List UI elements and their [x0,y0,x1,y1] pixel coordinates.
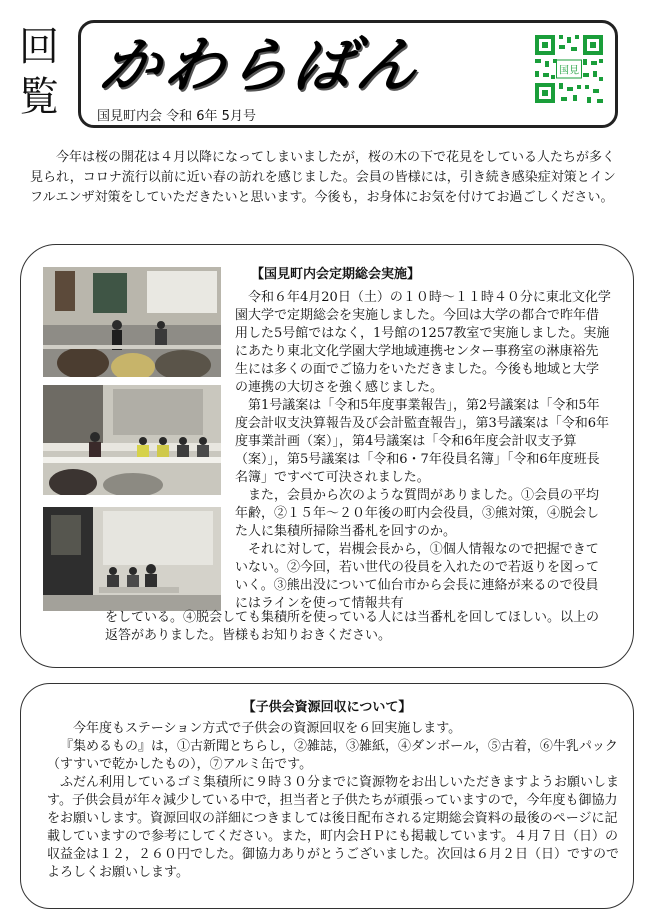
qr-code-icon [533,33,605,105]
meeting-paragraph-2: 第1号議案は「令和5年度事業報告」，第2号議案は「令和5年度会計収支決算報告及び会計監査報告」，第3号議案は「令和6年度事業計画（案）」，第4号議案は「令和6年度会計収支予算（案）」，第5号議案は「令和6・7年役員名簿」「令和6年度班長名簿」ですべて可決されました。 [235,398,610,485]
qr-label: 国見 [556,60,582,79]
meeting-photo-3 [43,507,221,611]
issue-line: 国見町内会 令和 6年 5月号 [97,109,256,124]
recycling-paragraph-3: ふだん利用しているゴミ集積所に９時３０分までに資源物をお出しいただきますようお願いします。子供会員が年々減少している中で，担当者と子供たちが頑張っていますので，今年度も御協力をお願いします。資源回収の詳細につきましては後日配布される定期総会資料の最後のページに記載していますので参考にしてください。また，町内会ＨＰにも掲載しています。４月７日（日）の収益金は１２，２６０円でした。御協力ありがとうございました。次回は６月２日（日）ですのでよろしくお願いします。 [47,775,620,880]
newsletter-title: かわらばん [94,31,428,101]
circulation-char-1: 回 [19,24,59,70]
meeting-photo-1 [43,267,221,377]
recycling-section [20,683,634,909]
masthead [78,20,618,128]
recycling-paragraph-2: 『集めるもの』は，①古新聞とちらし，②雑誌，③雑紙，④ダンボール，⑤古着，⑥牛乳パック（すすいで乾かしたもの），⑦アルミ缶です。 [47,739,618,772]
recycling-body [47,720,623,882]
general-meeting-heading: 【国見町内会定期総会実施】 [251,267,421,282]
general-meeting-body [235,289,611,613]
meeting-paragraph-4: それに対して，岩槻会長から，①個人情報なので把握できていない。②今回，若い世代の役員を入れたので若返りを図っていく。③熊出没について仙台市から会長に連絡が来るので役員にはラインを使って情報共有 [235,542,600,611]
intro-paragraph: 今年は桜の開花は４月以降になってしまいましたが，桜の木の下で花見をしている人たちが多く見られ，コロナ流行以前に近い春の訪れを感じました。会員の皆様には，引き続き感染症対策とインフルエンザ対策をしていただきたいと思います。今後も，お身体にお気を付けてお過ごしください。 [30,150,616,205]
general-meeting-section [20,244,634,668]
meeting-paragraph-1: 令和６年4月20日（土）の１０時～１１時４０分に東北文化学園大学で定期総会を実施しました。今回は大学の都合で昨年借用した5号館ではなく，1号館の1257教室で実施しました。実施にあたり東北文化学園大学地域連携センター事務室の淋康裕先生には多くの面でご協力をいただきました。今後も地域と大学の連携の大切さを強く感じました。 [235,290,611,395]
circulation-char-2: 覧 [19,74,59,120]
meeting-paragraph-3: また，会員から次のような質問がありました。①会員の平均年齢，②１５年～２０年後の町内会役員，③熊対策，④脱会した人に集積所掃除当番札を回すのか。 [235,488,600,539]
meeting-photo-2 [43,385,221,495]
meeting-paragraph-tail: をしている。④脱会しても集積所を使っている人には当番札を回してほしい。以上の返答がありました。皆様もお知りおきください。 [105,610,600,643]
circulation-label [14,22,64,122]
recycling-paragraph-1: 今年度もステーション方式で子供会の資源回収を６回実施します。 [73,721,462,736]
recycling-heading: 【子供会資源回収について】 [242,700,412,715]
